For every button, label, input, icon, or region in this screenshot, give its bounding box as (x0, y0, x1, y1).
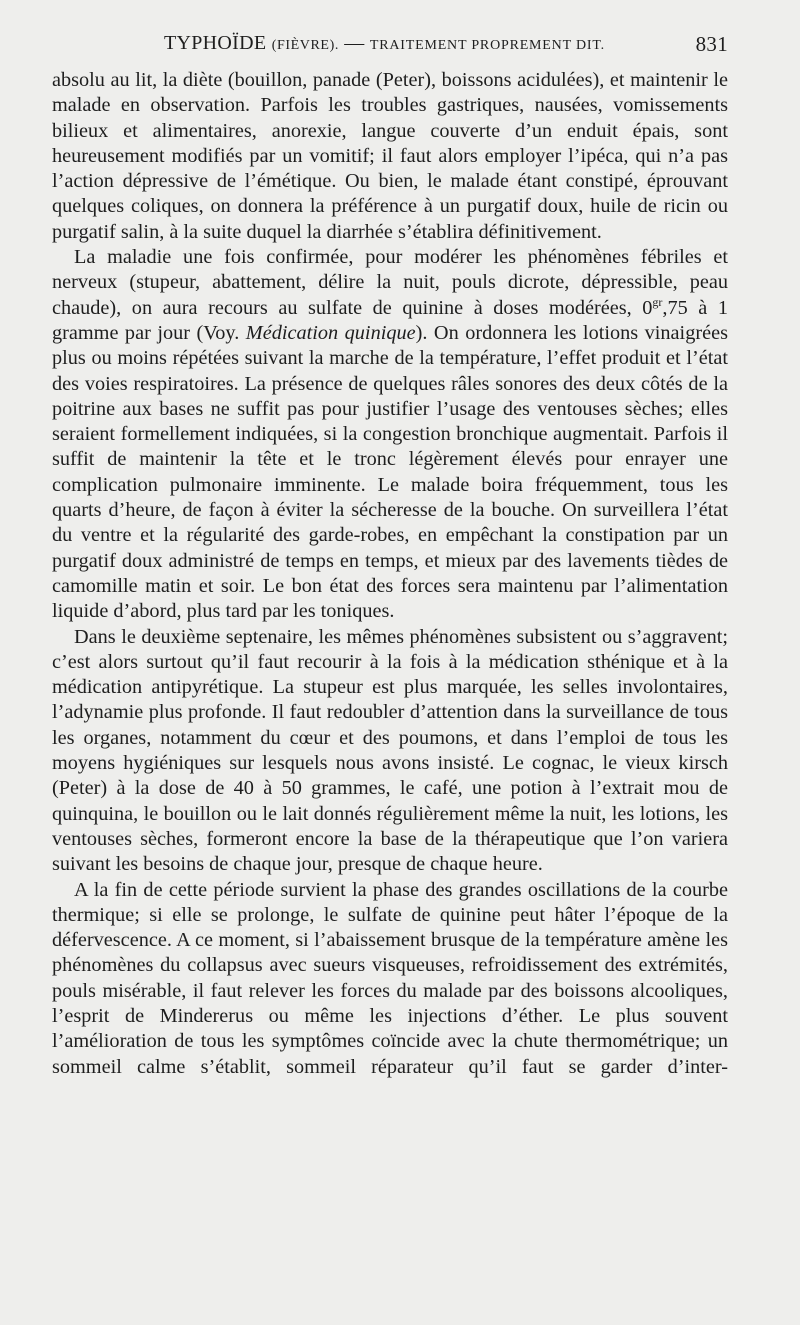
page-number: 831 (695, 32, 728, 56)
dose-unit-superscript: gr (652, 294, 663, 309)
paragraph-3-text: Dans le deuxième septenaire, les mêmes phénomènes subsistent ou s’aggravent; c’est alors surtout qu’il faut recourir à la fois à la médication sthénique et à la médication antipyrétique. La stupeur est plus marquée, les selles involontaires, l’adynamie plus profonde. Il faut redoubler d’attention dans la surveillance de tous les organes, notamment du cœur et des poumons, et dans l’emploi de tous les moyens hygiéniques sur lesquels nous avons insisté. Le cognac, le vieux kirsch (Peter) à la dose de 40 à 50 grammes, le café, une potion à l’extrait mou de quinquina, le bouillon ou le lait donnés régulièrement même la nuit, les lotions, les ventouses sèches, formeront encore la base de la thérapeutique que l’on variera suivant les besoins de chaque jour, presque de chaque heure. (52, 625, 728, 876)
cross-reference-italic: Médication quinique (245, 321, 416, 344)
paragraph-2-text-b: ,75 à 1 gramme par jour (Voy. (52, 296, 728, 344)
paragraph-1-text: absolu au lit, la diète (bouillon, panade (Peter), boissons acidulées), et maintenir le malade en observation. Parfois les troubles gastriques, nausées, vomissements bilieux et alimentaires, anorexie, langue couverte d’un enduit épais, sont heureusement modifiés par un vomitif; il faut alors employer l’ipéca, qui n’a pas l’action dépressive de l’émétique. Ou bien, le malade étant constipé, éprouvant quelques coliques, on donnera la préférence à un purgatif doux, huile de ricin ou purgatif salin, à la suite duquel la diarrhée s’établira définitivement. (52, 69, 728, 243)
running-title-sub: TRAITEMENT PROPREMENT DIT. (369, 38, 605, 53)
running-title (164, 32, 605, 55)
paragraph-3 (52, 625, 728, 878)
running-title-paren: (FIÈVRE). (271, 38, 339, 53)
book-page (52, 28, 728, 1298)
paragraph-4 (52, 878, 728, 1080)
body-text (52, 68, 728, 1080)
running-title-dash: — (344, 32, 365, 54)
paragraph-2 (52, 245, 728, 624)
paragraph-4-text: A la fin de cette période survient la phase des grandes oscillations de la courbe thermique; si elle se prolonge, le sulfate de quinine peut hâter l’époque de la défervescence. A ce moment, si l’abaissement brusque de la température amène les phénomènes du collapsus avec sueurs visqueuses, refroidissement des extrémités, pouls misérable, il faut relever les forces du malade par des boissons alcooliques, l’esprit de Mindererus ou même les injections d’éther. Le plus souvent l’amélioration de tous les symptômes coïncide avec la chute thermométrique; un sommeil calme s’établit, sommeil réparateur qu’il faut se garder d’inter- (52, 878, 728, 1078)
paragraph-2-text-c: ). On ordonnera les lotions vinaigrées plus ou moins répétées suivant la marche de la température, l’effet produit et l’état des voies respiratoires. La présence de quelques râles sonores des deux côtés de la poitrine aux bases ne suffit pas pour justifier l’usage des ventouses sèches; elles seraient formellement indiquées, si la congestion bronchique augmentait. Parfois il suffit de maintenir la tête et le tronc légèrement élevés pour enrayer une complication pulmonaire imminente. Le malade boira fréquemment, tous les quarts d’heure, de façon à éviter la sécheresse de la bouche. On surveillera l’état du ventre et la régularité des garde-robes, en empêchant la constipation par un purgatif doux administré de temps en temps, et mieux par des lavements tièdes de camomille matin et soir. Le bon état des forces sera maintenu par l’alimentation liquide d’abord, plus tard par les toniques. (52, 321, 728, 623)
running-title-main: TYPHOÏDE (164, 32, 267, 54)
paragraph-1 (52, 68, 728, 245)
running-head (52, 28, 728, 64)
paragraph-2-text-a: La maladie une fois confirmée, pour modérer les phénomènes fébriles et nerveux (stupeur, abattement, délire la nuit, pouls dicrote, dépressible, peau chaude), on aura recours au sulfate de quinine à doses modérées, 0 (52, 246, 728, 319)
